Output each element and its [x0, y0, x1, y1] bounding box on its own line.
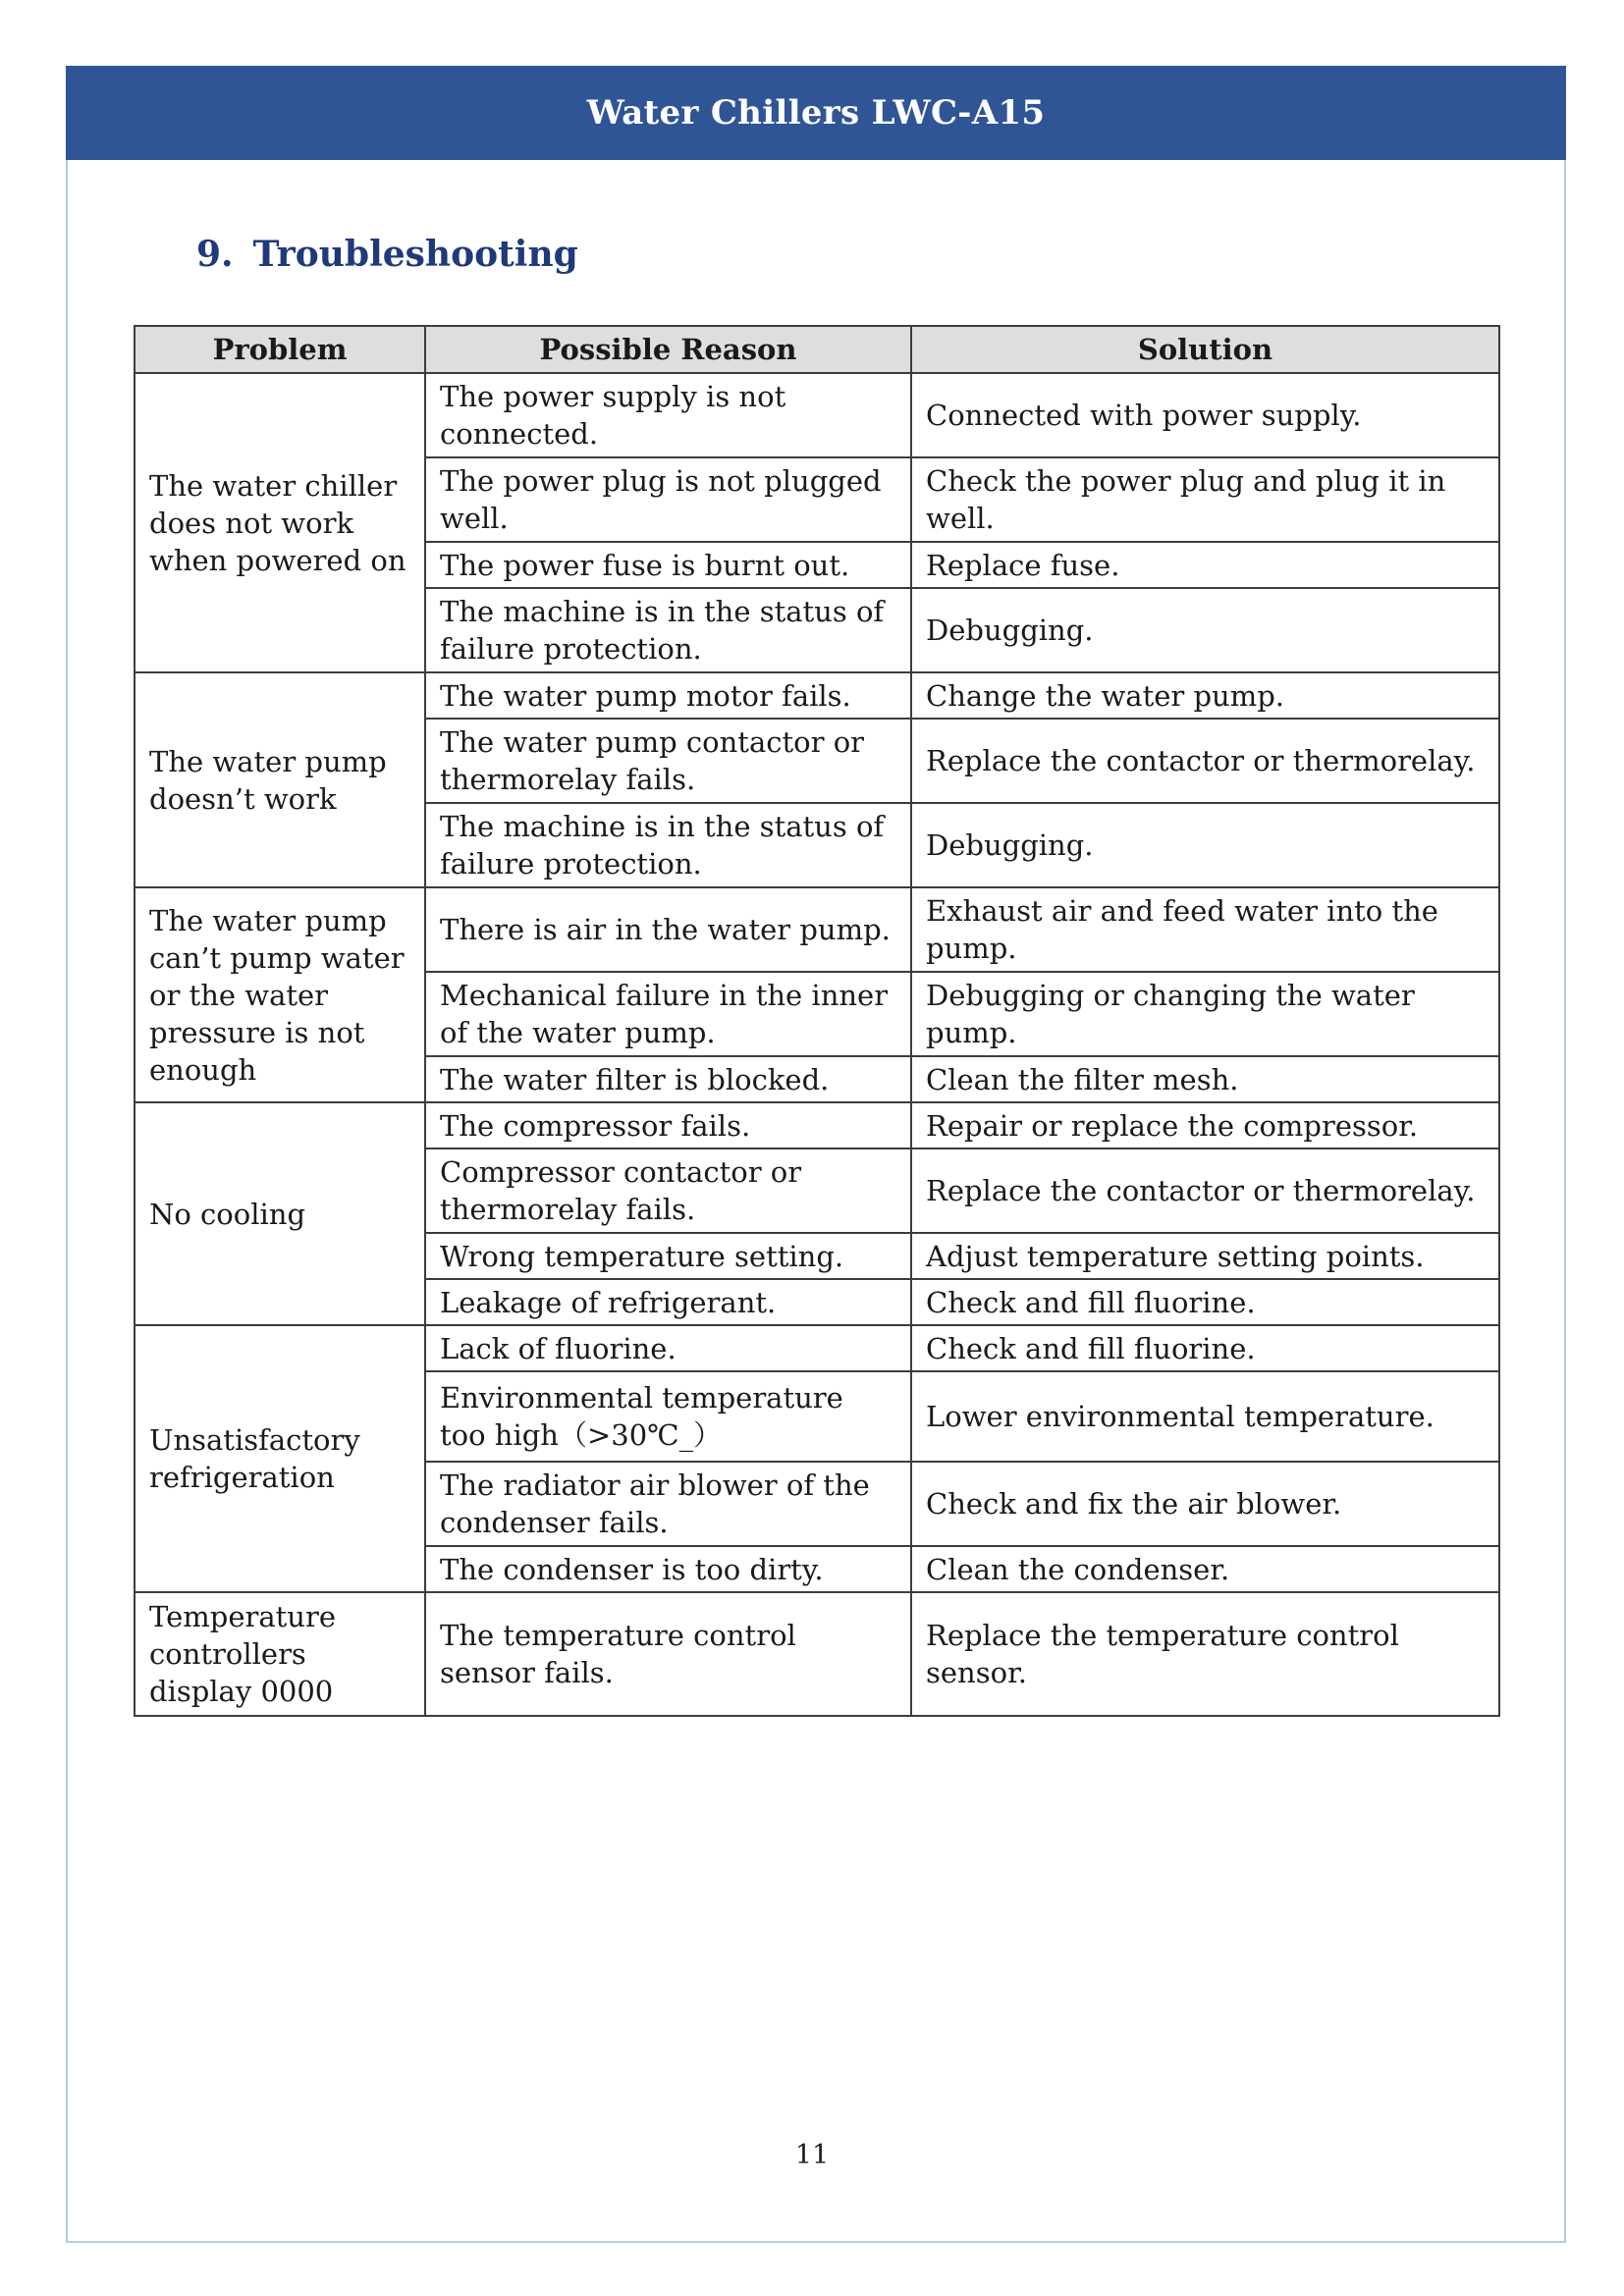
reason-cell: The water pump contactor or thermorelay fails.: [425, 719, 911, 803]
solution-cell: Replace fuse.: [911, 542, 1499, 588]
solution-cell: Debugging.: [911, 803, 1499, 887]
reason-cell: There is air in the water pump.: [425, 887, 911, 972]
reason-cell: The temperature control sensor fails.: [425, 1592, 911, 1716]
column-header-reason: Possible Reason: [425, 326, 911, 373]
solution-cell: Replace the contactor or thermorelay.: [911, 719, 1499, 803]
document-title: Water Chillers LWC-A15: [586, 93, 1046, 133]
reason-cell: Environmental temperature too high（>30℃_）: [425, 1371, 911, 1462]
troubleshooting-table: [134, 325, 1500, 1717]
table-row: [135, 672, 1499, 719]
solution-cell: Debugging.: [911, 588, 1499, 672]
reason-cell: The water pump motor fails.: [425, 672, 911, 719]
problem-cell: Unsatisfactory refrigeration: [135, 1325, 425, 1592]
reason-cell: The condenser is too dirty.: [425, 1546, 911, 1592]
reason-cell: The water filter is blocked.: [425, 1056, 911, 1102]
solution-cell: Check and fill fluorine.: [911, 1325, 1499, 1371]
table-row: [135, 373, 1499, 457]
section-title: Troubleshooting: [252, 234, 578, 275]
solution-cell: Replace the temperature control sensor.: [911, 1592, 1499, 1716]
reason-cell: The radiator air blower of the condenser fails.: [425, 1462, 911, 1546]
solution-cell: Repair or replace the compressor.: [911, 1102, 1499, 1148]
problem-cell: The water pump can’t pump water or the water pressure is not enough: [135, 887, 425, 1102]
solution-cell: Clean the filter mesh.: [911, 1056, 1499, 1102]
table-body: [135, 373, 1499, 1716]
problem-cell: The water chiller does not work when powered on: [135, 373, 425, 672]
solution-cell: Check the power plug and plug it in well.: [911, 457, 1499, 542]
solution-cell: Lower environmental temperature.: [911, 1371, 1499, 1462]
reason-cell: The power plug is not plugged well.: [425, 457, 911, 542]
table-row: [135, 1325, 1499, 1371]
reason-cell: Wrong temperature setting.: [425, 1233, 911, 1279]
column-header-problem: Problem: [135, 326, 425, 373]
solution-cell: Clean the condenser.: [911, 1546, 1499, 1592]
section-number: 9.: [196, 234, 234, 275]
reason-cell: The power supply is not connected.: [425, 373, 911, 457]
problem-cell: Temperature controllers display 0000: [135, 1592, 425, 1716]
reason-cell: The compressor fails.: [425, 1102, 911, 1148]
reason-cell: The power fuse is burnt out.: [425, 542, 911, 588]
table-header-row: [135, 326, 1499, 373]
page-number: 11: [794, 2140, 830, 2170]
solution-cell: Adjust temperature setting points.: [911, 1233, 1499, 1279]
reason-cell: Lack of fluorine.: [425, 1325, 911, 1371]
section-heading: [196, 234, 578, 275]
solution-cell: Check and fix the air blower.: [911, 1462, 1499, 1546]
solution-cell: Replace the contactor or thermorelay.: [911, 1148, 1499, 1233]
column-header-solution: Solution: [911, 326, 1499, 373]
reason-cell: Leakage of refrigerant.: [425, 1279, 911, 1325]
solution-cell: Debugging or changing the water pump.: [911, 972, 1499, 1056]
reason-cell: Mechanical failure in the inner of the water pump.: [425, 972, 911, 1056]
reason-cell: Compressor contactor or thermorelay fails.: [425, 1148, 911, 1233]
solution-cell: Change the water pump.: [911, 672, 1499, 719]
table-row: [135, 1102, 1499, 1148]
reason-cell: The machine is in the status of failure protection.: [425, 803, 911, 887]
table-row: [135, 887, 1499, 972]
solution-cell: Exhaust air and feed water into the pump.: [911, 887, 1499, 972]
solution-cell: Check and fill fluorine.: [911, 1279, 1499, 1325]
table-row: [135, 1592, 1499, 1716]
problem-cell: The water pump doesn’t work: [135, 672, 425, 887]
table-header: [135, 326, 1499, 373]
reason-cell: The machine is in the status of failure protection.: [425, 588, 911, 672]
problem-cell: No cooling: [135, 1102, 425, 1325]
solution-cell: Connected with power supply.: [911, 373, 1499, 457]
header-bar: [66, 66, 1566, 160]
